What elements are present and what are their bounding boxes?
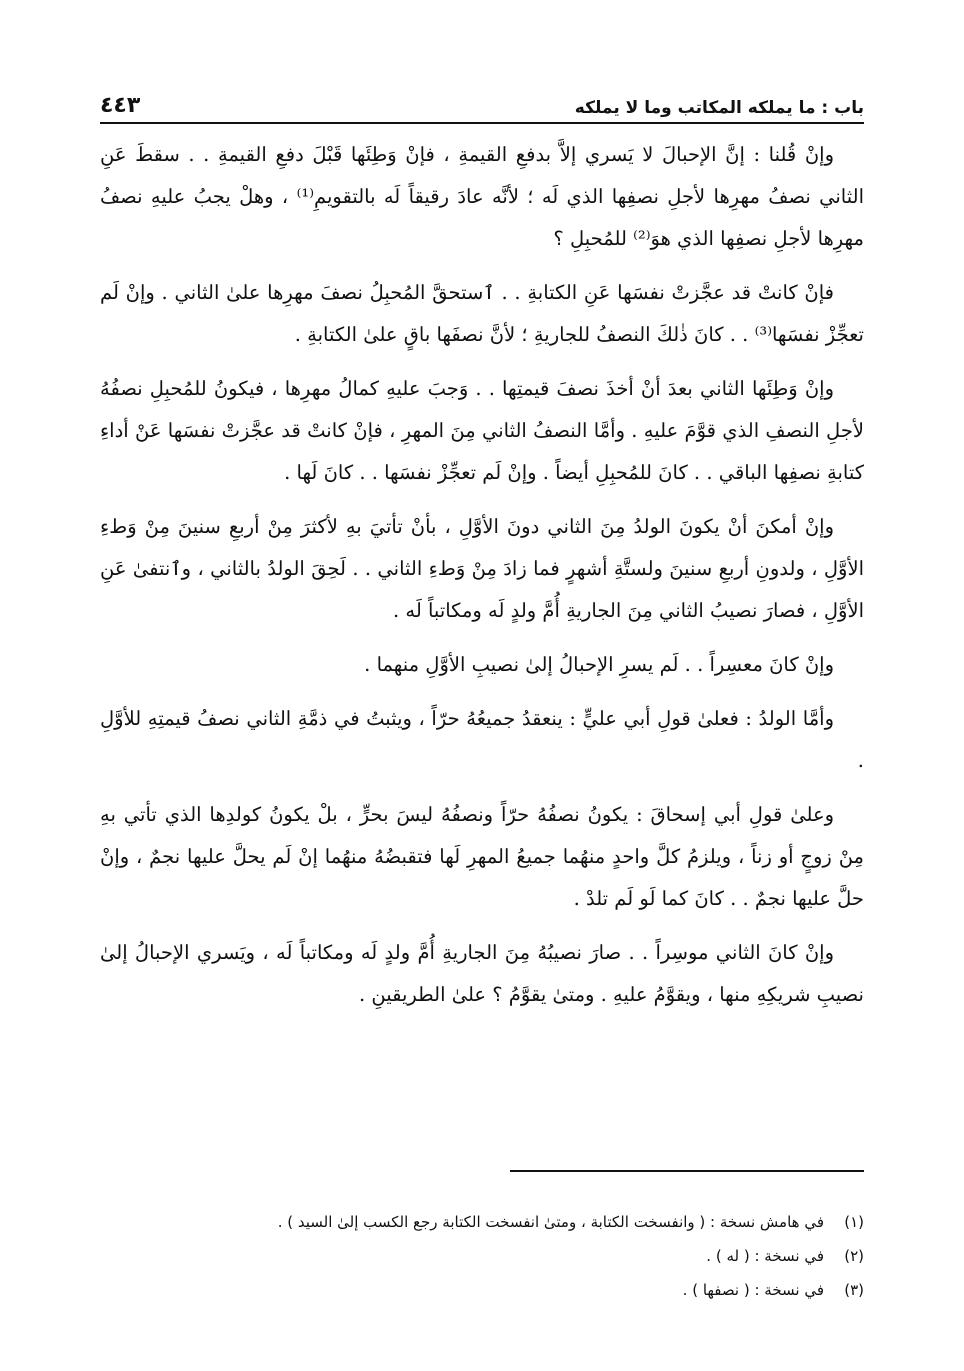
running-header [100, 84, 864, 124]
footnotes [100, 1205, 864, 1307]
footnote [100, 1239, 864, 1273]
footnote-number: (٢) [844, 1247, 864, 1265]
paragraph: وإنْ كانَ الثاني موسِراً . . صارَ نصيبُهُ مِنَ الجاريةِ أُمَّ ولدٍ لَه ومكاتباً لَه ، ويَسري الإحبالُ إلىٰ نصيبِ شريكِهِ منها ، ويقوَّمُ عليهِ . ومتىٰ يقوَّمُ ؟ علىٰ الطريقينِ . [100, 941, 864, 1006]
page-number: ٤٤٣ [100, 93, 141, 118]
footnote-text: في نسخة : ( نصفها ) . [682, 1281, 824, 1299]
main-text [100, 134, 864, 1028]
paragraph: وأمَّا الولدُ : فعلىٰ قولِ أبي عليٍّ : ينعقدُ جميعُهُ حرّاً ، ويثبتُ في ذمَّةِ الثاني نصفُ قيمتِهِ للأوَّلِ . [100, 707, 864, 772]
paragraph: وإنْ أمكنَ أنْ يكونَ الولدُ مِنَ الثاني دونَ الأوَّلِ ، بأنْ تأتيَ بهِ لأكثرَ مِنْ أربعِ سنينَ مِنْ وَطءِ الأوَّلِ ، ولدونِ أربعِ سنينَ ولستَّةِ أشهرٍ فما زادَ مِنْ وَطءِ الثاني . . لَحِقَ الولدُ بالثاني ، وٱنتفىٰ عَنِ الأوَّلِ ، فصارَ نصيبُ الثاني مِنَ الجاريةِ أُمَّ ولدٍ لَه ومكاتباً لَه . [100, 515, 864, 622]
paragraph: فإنْ كانتْ قد عجَّزتْ نفسَها عَنِ الكتابةِ . . ٱستحقَّ المُحبِلُ نصفَ مهرِها علىٰ الثاني . وإنْ لَم تعجِّزْ نفسَها⁽³⁾ . . كانَ ذٰلكَ النصفُ للجاريةِ ؛ لأنَّ نصفَها باقٍ علىٰ الكتابةِ . [100, 281, 864, 346]
paragraph: وإنْ قُلنا : إنَّ الإحبالَ لا يَسري إلاَّ بدفعِ القيمةِ ، فإنْ وَطِئَها قَبْلَ دفعِ القيمةِ . . سقطَ عَنِ الثاني نصفُ مهرِها لأجلِ نصفِها الذي لَه ؛ لأنَّه عادَ رقيقاً لَه بالتقويمِ⁽¹⁾ ، وهلْ يجبُ عليهِ نصفُ مهرِها لأجلِ نصفِها الذي هوَ⁽²⁾ للمُحبِلِ ؟ [100, 143, 864, 250]
paragraph: وإنْ كانَ معسِراً . . لَم يسرِ الإحبالُ إلىٰ نصيبِ الأوَّلِ منهما . [364, 653, 834, 676]
footnote-number: (١) [844, 1213, 864, 1231]
paragraph: وعلىٰ قولِ أبي إسحاقَ : يكونُ نصفُهُ حرّاً ونصفُهُ ليسَ بحرٍّ ، بلْ يكونُ كولدِها الذي تأتي بهِ مِنْ زوجٍ أو زناً ، ويلزمُ كلَّ واحدٍ منهُما جميعُ المهرِ لَها فتقبضُهُ منهُما إنْ لَم يحلَّ عليها نجمٌ ، وإنْ حلَّ عليها نجمٌ . . كانَ كما لَو لَم تلدْ . [100, 803, 864, 910]
footnote-text: في نسخة : ( له ) . [706, 1247, 824, 1265]
paragraph: وإنْ وَطِئَها الثاني بعدَ أنْ أخذَ نصفَ قيمتِها . . وَجبَ عليهِ كمالُ مهرِها ، فيكونُ للمُحبِلِ نصفُهُ لأجلِ النصفِ الذي قوَّمَ عليهِ . وأمَّا النصفُ الثاني مِنَ المهرِ ، فإنْ كانتْ قد عجَّزتْ نفسَها عَنْ أداءِ كتابةِ نصفِها الباقي . . كانَ للمُحبِلِ أيضاً . وإنْ لَم تعجِّزْ نفسَها . . كانَ لَها . [100, 377, 864, 484]
footnote-divider [510, 1170, 864, 1172]
chapter-title: باب : ما يملكه المكاتب وما لا يملكه [574, 98, 864, 118]
footnote-text: في هامش نسخة : ( وانفسخت الكتابة ، ومتىٰ انفسخت الكتابة رجع الكسب إلىٰ السيد ) . [277, 1213, 824, 1231]
footnote [100, 1273, 864, 1307]
footnote-number: (٣) [844, 1281, 864, 1299]
footnote [100, 1205, 864, 1239]
